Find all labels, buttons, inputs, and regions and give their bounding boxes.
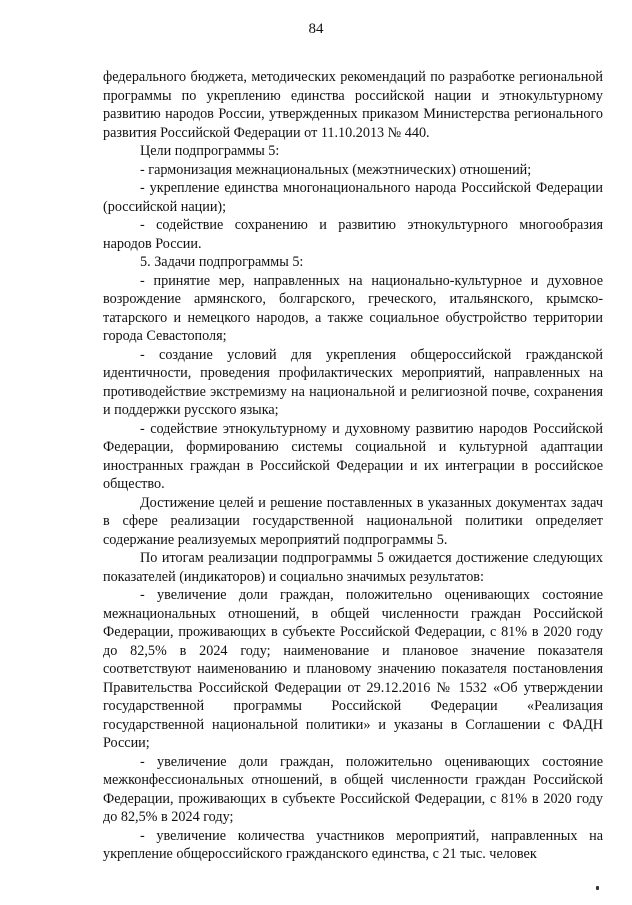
paragraph: - увеличение доли граждан, положительно оценивающих состояние межнациональных отношений, в общей численности граждан Российской Федерации, проживающих в субъекте Российской Федерации, с 81% в 2020 году до 82,5% в 2024 году; наименование и плановое значение показателя соответствуют наименованию и плановому значению показателя постановления Правительства Российской Федерации от 29.12.2016 № 1532 «Об утверждении государственной программы Российской Федерации «Реализация государственной национальной политики» и указаны в Соглашении с ФАДН России; [103, 587, 603, 751]
scan-mark [596, 886, 599, 890]
paragraph: - содействие сохранению и развитию этнокультурного многообразия народов России. [103, 217, 603, 252]
paragraph: - увеличение количества участников мероприятий, направленных на укрепление общероссийского гражданского единства, с 21 тыс. человек [103, 827, 603, 862]
paragraph: - принятие мер, направленных на национально-культурное и духовное возрождение армянского, болгарского, греческого, итальянского, крымско-татарского и немецкого народов, а также социальное обустройство территории города Севастополя; [103, 272, 603, 344]
paragraph: По итогам реализации подпрограммы 5 ожидается достижение следующих показателей (индикаторов) и социально значимых результатов: [103, 550, 603, 585]
paragraph: - гармонизация межнациональных (межэтнических) отношений; [140, 161, 532, 178]
paragraph: - увеличение доли граждан, положительно оценивающих состояние межконфессиональных отношений, в общей численности граждан Российской Федерации, проживающих в субъекте Российской Федерации, с 81% в 2020 году до 82,5% в 2024 году; [103, 753, 603, 825]
paragraph: Достижение целей и решение поставленных в указанных документах задач в сфере реализации государственной национальной политики определяет содержание реализуемых мероприятий подпрограммы 5. [103, 494, 603, 548]
paragraph: Цели подпрограммы 5: [140, 143, 280, 159]
paragraph: - содействие этнокультурному и духовному развитию народов Российской Федерации, формированию системы социальной и культурной адаптации иностранных граждан в Российской Федерации и их интеграции в российское общество. [103, 420, 603, 492]
document-body [103, 68, 603, 864]
paragraph: 5. Задачи подпрограммы 5: [140, 254, 304, 270]
page-number: 84 [308, 21, 324, 37]
paragraph: - создание условий для укрепления общероссийской гражданской идентичности, проведения профилактических мероприятий, направленных на противодействие экстремизму на национальной и религиозной почве, сохранения и поддержки русского языка; [103, 346, 603, 418]
paragraph: - укрепление единства многонационального народа Российской Федерации (российской нации); [103, 180, 603, 215]
paragraph: федерального бюджета, методических рекомендаций по разработке региональной программы по укреплению единства российской нации и этнокультурному развитию народов России, утвержденных приказом Министерства регионального развития Российской Федерации от 11.10.2013 № 440. [103, 69, 603, 141]
